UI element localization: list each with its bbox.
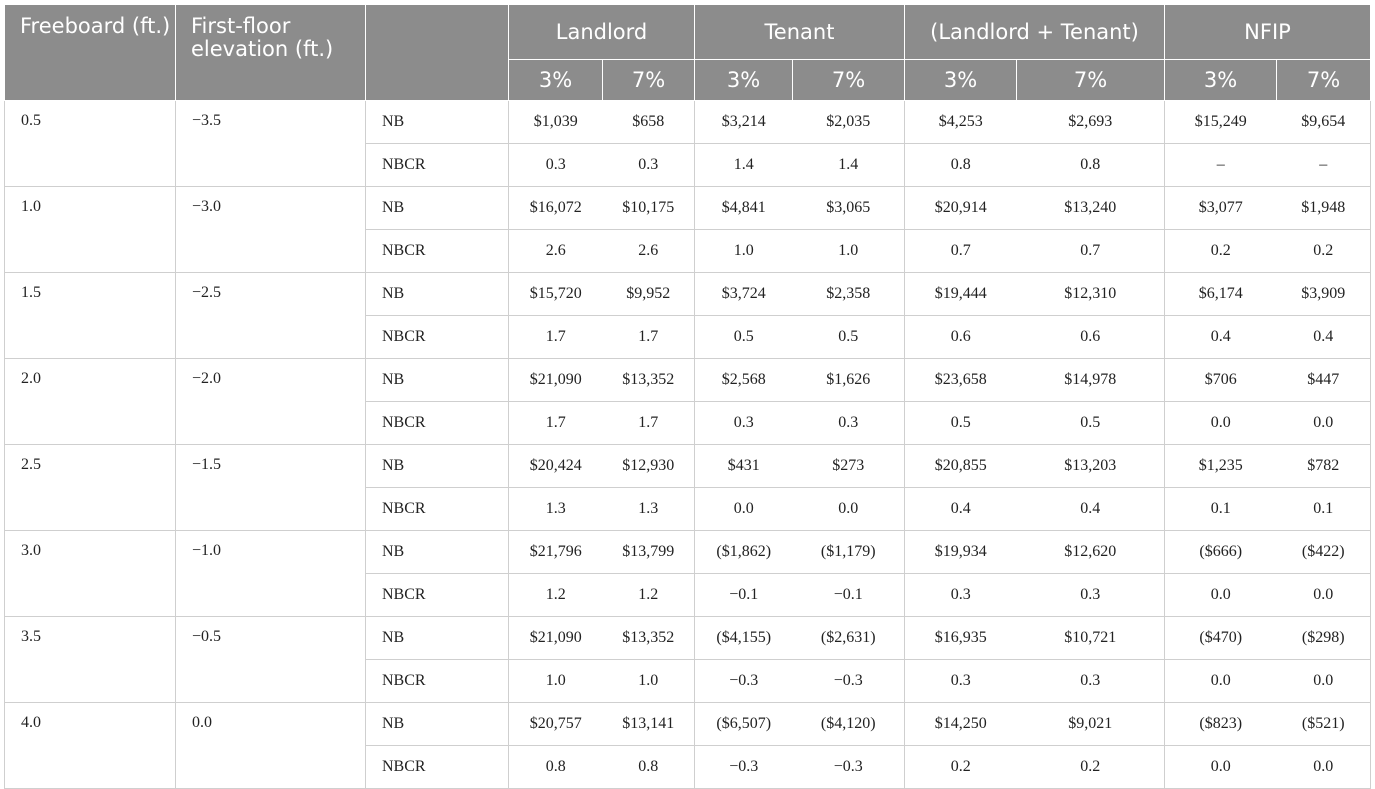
value-cell: 0.7 xyxy=(905,230,1017,273)
value-cell: 0.0 xyxy=(1277,746,1371,789)
value-cell: 0.0 xyxy=(793,488,905,531)
value-cell: $3,077 xyxy=(1165,187,1277,230)
freeboard-cell: 2.0 xyxy=(5,359,176,445)
value-cell: 0.2 xyxy=(905,746,1017,789)
value-cell: 0.3 xyxy=(793,402,905,445)
metric-label: NBCR xyxy=(366,488,509,531)
value-cell: $1,626 xyxy=(793,359,905,402)
value-cell: 1.3 xyxy=(603,488,695,531)
value-cell: $23,658 xyxy=(905,359,1017,402)
value-cell: 1.2 xyxy=(509,574,603,617)
freeboard-cell: 2.5 xyxy=(5,445,176,531)
value-cell: $2,035 xyxy=(793,101,905,144)
value-cell: $19,444 xyxy=(905,273,1017,316)
value-cell: 0.2 xyxy=(1165,230,1277,273)
value-cell: $19,934 xyxy=(905,531,1017,574)
value-cell: 0.8 xyxy=(603,746,695,789)
table-row xyxy=(5,101,1371,144)
value-cell: $3,724 xyxy=(695,273,793,316)
value-cell: 1.7 xyxy=(509,402,603,445)
value-cell: 1.0 xyxy=(509,660,603,703)
value-cell: 0.3 xyxy=(603,144,695,187)
value-cell: $16,935 xyxy=(905,617,1017,660)
value-cell: 0.7 xyxy=(1017,230,1165,273)
metric-label: NB xyxy=(366,273,509,316)
value-cell: $14,978 xyxy=(1017,359,1165,402)
value-cell: 1.3 xyxy=(509,488,603,531)
value-cell: ($666) xyxy=(1165,531,1277,574)
value-cell: 0.0 xyxy=(1277,402,1371,445)
value-cell: 2.6 xyxy=(603,230,695,273)
value-cell: ($4,155) xyxy=(695,617,793,660)
value-cell: $9,654 xyxy=(1277,101,1371,144)
table-row xyxy=(5,703,1371,746)
freeboard-cell: 3.5 xyxy=(5,617,176,703)
value-cell: −0.3 xyxy=(793,746,905,789)
value-cell: $20,757 xyxy=(509,703,603,746)
value-cell: 0.0 xyxy=(1165,402,1277,445)
value-cell: 0.3 xyxy=(905,574,1017,617)
value-cell: $12,930 xyxy=(603,445,695,488)
value-cell: 0.0 xyxy=(1165,746,1277,789)
value-cell: $20,914 xyxy=(905,187,1017,230)
landlord-header: Landlord xyxy=(509,5,695,60)
elevation-cell: −0.5 xyxy=(176,617,366,703)
value-cell: 1.0 xyxy=(793,230,905,273)
value-cell: 0.3 xyxy=(905,660,1017,703)
value-cell: ($2,631) xyxy=(793,617,905,660)
value-cell: 0.4 xyxy=(1017,488,1165,531)
value-cell: 0.8 xyxy=(1017,144,1165,187)
rate-header: 7% xyxy=(1017,60,1165,101)
value-cell: 0.6 xyxy=(905,316,1017,359)
value-cell: ($823) xyxy=(1165,703,1277,746)
metric-label: NB xyxy=(366,101,509,144)
value-cell: 1.4 xyxy=(695,144,793,187)
value-cell: $2,568 xyxy=(695,359,793,402)
value-cell: $1,039 xyxy=(509,101,603,144)
value-cell: $6,174 xyxy=(1165,273,1277,316)
value-cell: ($422) xyxy=(1277,531,1371,574)
value-cell: 1.4 xyxy=(793,144,905,187)
value-cell: $15,720 xyxy=(509,273,603,316)
table-row xyxy=(5,531,1371,574)
elevation-cell: −1.5 xyxy=(176,445,366,531)
value-cell: – xyxy=(1277,144,1371,187)
table-row xyxy=(5,187,1371,230)
value-cell: $13,240 xyxy=(1017,187,1165,230)
value-cell: 1.2 xyxy=(603,574,695,617)
value-cell: 0.5 xyxy=(905,402,1017,445)
value-cell: 0.4 xyxy=(1165,316,1277,359)
freeboard-cell: 1.0 xyxy=(5,187,176,273)
value-cell: 0.5 xyxy=(695,316,793,359)
metric-label: NBCR xyxy=(366,402,509,445)
table-row xyxy=(5,359,1371,402)
value-cell: ($1,862) xyxy=(695,531,793,574)
value-cell: 2.6 xyxy=(509,230,603,273)
value-cell: 0.4 xyxy=(1277,316,1371,359)
value-cell: ($6,507) xyxy=(695,703,793,746)
value-cell: $10,721 xyxy=(1017,617,1165,660)
value-cell: −0.3 xyxy=(695,660,793,703)
value-cell: $12,620 xyxy=(1017,531,1165,574)
value-cell: $1,948 xyxy=(1277,187,1371,230)
value-cell: ($521) xyxy=(1277,703,1371,746)
freeboard-cell: 4.0 xyxy=(5,703,176,789)
value-cell: 0.3 xyxy=(695,402,793,445)
value-cell: ($4,120) xyxy=(793,703,905,746)
metric-label: NBCR xyxy=(366,746,509,789)
table-row xyxy=(5,617,1371,660)
value-cell: −0.1 xyxy=(695,574,793,617)
metric-label: NBCR xyxy=(366,574,509,617)
value-cell: 0.4 xyxy=(905,488,1017,531)
value-cell: 0.1 xyxy=(1165,488,1277,531)
value-cell: $447 xyxy=(1277,359,1371,402)
value-cell: $3,065 xyxy=(793,187,905,230)
value-cell: 0.2 xyxy=(1017,746,1165,789)
value-cell: $21,090 xyxy=(509,359,603,402)
value-cell: 0.3 xyxy=(1017,660,1165,703)
nfip-header: NFIP xyxy=(1165,5,1371,60)
metric-label: NBCR xyxy=(366,660,509,703)
value-cell: $12,310 xyxy=(1017,273,1165,316)
metric-label: NBCR xyxy=(366,230,509,273)
elevation-cell: −1.0 xyxy=(176,531,366,617)
value-cell: 0.3 xyxy=(1017,574,1165,617)
value-cell: $13,141 xyxy=(603,703,695,746)
value-cell: 0.8 xyxy=(509,746,603,789)
value-cell: $273 xyxy=(793,445,905,488)
value-cell: $658 xyxy=(603,101,695,144)
value-cell: 0.6 xyxy=(1017,316,1165,359)
value-cell: 1.7 xyxy=(603,316,695,359)
elevation-cell: −2.0 xyxy=(176,359,366,445)
value-cell: $20,855 xyxy=(905,445,1017,488)
elevation-cell: −3.5 xyxy=(176,101,366,187)
rate-header: 3% xyxy=(509,60,603,101)
value-cell: 0.0 xyxy=(1165,574,1277,617)
tenant-header: Tenant xyxy=(695,5,905,60)
value-cell: $2,358 xyxy=(793,273,905,316)
elevation-cell: −2.5 xyxy=(176,273,366,359)
value-cell: 1.7 xyxy=(603,402,695,445)
metric-label: NB xyxy=(366,531,509,574)
rate-header: 7% xyxy=(1277,60,1371,101)
table-row xyxy=(5,445,1371,488)
value-cell: 0.1 xyxy=(1277,488,1371,531)
value-cell: 0.3 xyxy=(509,144,603,187)
value-cell: 0.0 xyxy=(695,488,793,531)
freeboard-cell: 3.0 xyxy=(5,531,176,617)
rate-header: 7% xyxy=(603,60,695,101)
value-cell: $14,250 xyxy=(905,703,1017,746)
value-cell: −0.3 xyxy=(695,746,793,789)
table-row xyxy=(5,273,1371,316)
value-cell: $13,799 xyxy=(603,531,695,574)
rate-header: 3% xyxy=(905,60,1017,101)
value-cell: ($1,179) xyxy=(793,531,905,574)
rate-header: 3% xyxy=(695,60,793,101)
value-cell: $782 xyxy=(1277,445,1371,488)
value-cell: 0.0 xyxy=(1165,660,1277,703)
metric-label: NB xyxy=(366,703,509,746)
value-cell: $3,909 xyxy=(1277,273,1371,316)
value-cell: $13,203 xyxy=(1017,445,1165,488)
value-cell: 1.0 xyxy=(603,660,695,703)
elevation-cell: 0.0 xyxy=(176,703,366,789)
value-cell: $10,175 xyxy=(603,187,695,230)
value-cell: $13,352 xyxy=(603,359,695,402)
value-cell: $9,952 xyxy=(603,273,695,316)
elevation-cell: −3.0 xyxy=(176,187,366,273)
metric-label: NB xyxy=(366,617,509,660)
value-cell: 0.5 xyxy=(793,316,905,359)
value-cell: ($298) xyxy=(1277,617,1371,660)
value-cell: $4,841 xyxy=(695,187,793,230)
value-cell: 0.2 xyxy=(1277,230,1371,273)
value-cell: 1.7 xyxy=(509,316,603,359)
value-cell: 0.5 xyxy=(1017,402,1165,445)
value-cell: 1.0 xyxy=(695,230,793,273)
value-cell: 0.0 xyxy=(1277,660,1371,703)
value-cell: – xyxy=(1165,144,1277,187)
value-cell: ($470) xyxy=(1165,617,1277,660)
metric-header xyxy=(366,5,509,101)
value-cell: $2,693 xyxy=(1017,101,1165,144)
value-cell: $20,424 xyxy=(509,445,603,488)
results-table xyxy=(4,4,1371,789)
rate-header: 7% xyxy=(793,60,905,101)
value-cell: $15,249 xyxy=(1165,101,1277,144)
value-cell: −0.3 xyxy=(793,660,905,703)
metric-label: NB xyxy=(366,187,509,230)
value-cell: $21,090 xyxy=(509,617,603,660)
freeboard-cell: 1.5 xyxy=(5,273,176,359)
value-cell: 0.0 xyxy=(1277,574,1371,617)
freeboard-header: Freeboard (ft.) xyxy=(5,5,176,101)
value-cell: $13,352 xyxy=(603,617,695,660)
value-cell: $16,072 xyxy=(509,187,603,230)
table-body xyxy=(5,101,1371,789)
metric-label: NB xyxy=(366,445,509,488)
metric-label: NB xyxy=(366,359,509,402)
metric-label: NBCR xyxy=(366,316,509,359)
value-cell: $431 xyxy=(695,445,793,488)
landlord-tenant-header: (Landlord + Tenant) xyxy=(905,5,1165,60)
freeboard-cell: 0.5 xyxy=(5,101,176,187)
rate-header: 3% xyxy=(1165,60,1277,101)
value-cell: −0.1 xyxy=(793,574,905,617)
value-cell: $4,253 xyxy=(905,101,1017,144)
value-cell: $21,796 xyxy=(509,531,603,574)
first-floor-elevation-header: First-floor elevation (ft.) xyxy=(176,5,366,101)
value-cell: $9,021 xyxy=(1017,703,1165,746)
metric-label: NBCR xyxy=(366,144,509,187)
value-cell: $706 xyxy=(1165,359,1277,402)
value-cell: $3,214 xyxy=(695,101,793,144)
value-cell: 0.8 xyxy=(905,144,1017,187)
value-cell: $1,235 xyxy=(1165,445,1277,488)
